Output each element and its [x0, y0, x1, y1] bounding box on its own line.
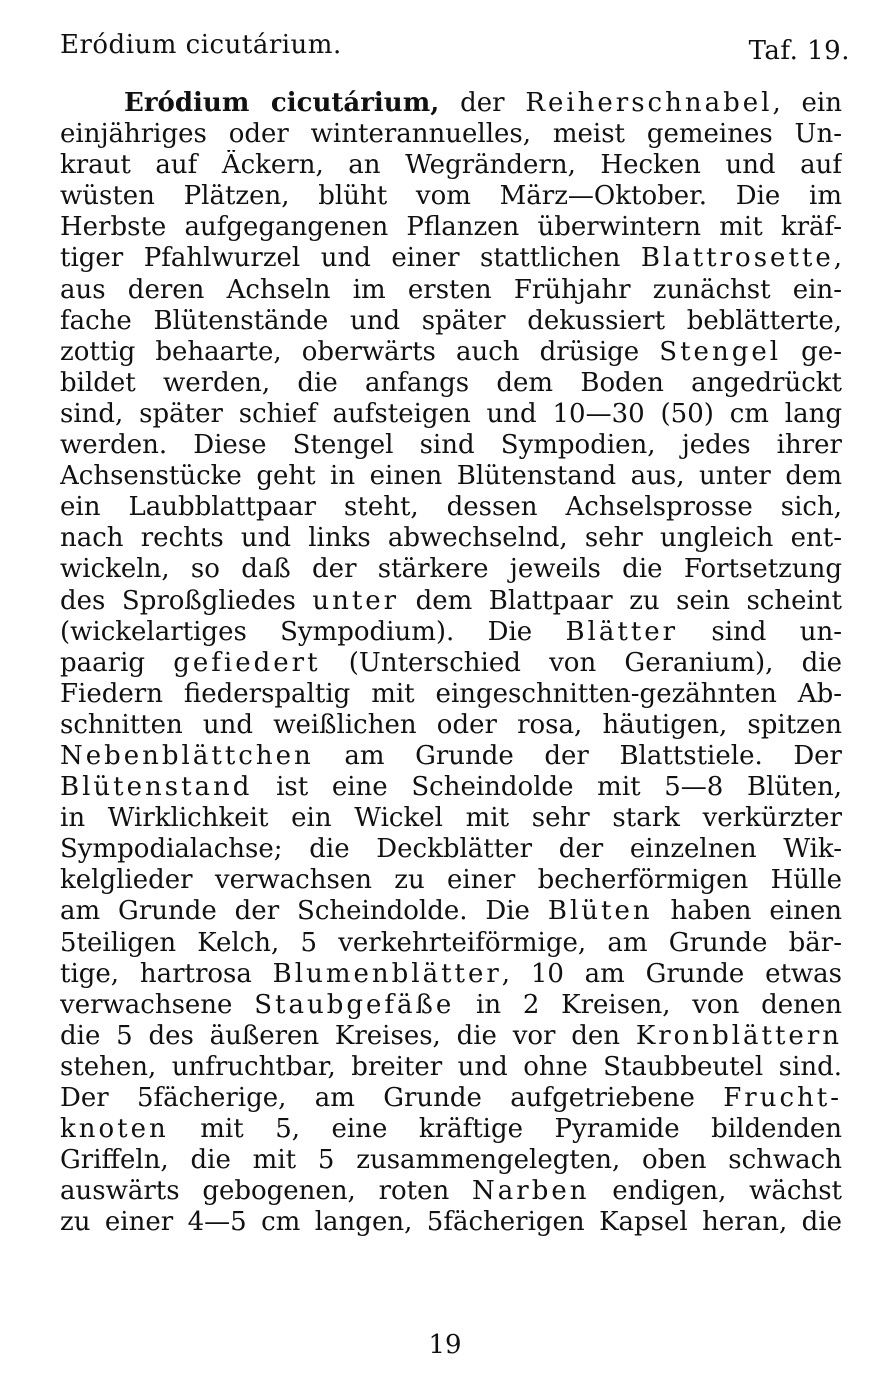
text-run: (wickelartiges Sympodium). Die — [60, 616, 566, 647]
text-line — [60, 492, 842, 523]
text-run: in 2 Kreisen, von denen — [454, 989, 842, 1020]
text-run: in Wirklichkeit ein Wickel mit sehr stark verkürzter — [60, 803, 842, 834]
page-number: 19 — [428, 1330, 462, 1360]
text-run: Griffeln, die mit 5 zusammengelegten, oben schwach — [60, 1145, 842, 1176]
text-run: endigen, wächst — [589, 1176, 842, 1207]
text-run: mit 5, eine kräftige Pyramide bildenden — [168, 1114, 842, 1145]
text-line — [60, 1114, 842, 1145]
text-run: die 5 des äußeren Kreises, die vor den — [60, 1020, 636, 1051]
spaced-term: Blattrosette — [640, 243, 834, 274]
text-line — [60, 1207, 842, 1238]
spaced-term: unter — [312, 585, 400, 616]
text-run: wickeln, so daß der stärkere jeweils die Fortsetzung — [60, 554, 842, 585]
text-run: fache Blütenstände und später dekussiert beblätterte, — [60, 305, 842, 336]
text-line — [60, 554, 842, 585]
spaced-term: Nebenblättchen — [60, 740, 314, 771]
text-line — [60, 1021, 842, 1052]
text-line — [60, 1176, 842, 1207]
text-line — [60, 119, 842, 150]
text-line — [60, 306, 842, 337]
spaced-term: Kronblättern — [635, 1020, 842, 1051]
text-run: nach rechts und links abwechselnd, sehr ungleich ent- — [60, 523, 842, 554]
text-line — [60, 1083, 842, 1114]
text-line — [60, 181, 842, 212]
text-line — [60, 990, 842, 1021]
spaced-term: Blütenstand — [60, 772, 253, 803]
spaced-term: Frucht- — [723, 1083, 842, 1113]
text-run: haben einen — [652, 896, 842, 927]
text-run: , — [833, 243, 842, 274]
plate-number: Taf. 19. — [748, 36, 850, 66]
text-run: werden. Diese Stengel sind Sympodien, jedes ihrer — [60, 430, 842, 461]
text-line — [60, 959, 842, 990]
text-line — [60, 1052, 842, 1083]
text-run: kelglieder verwachsen zu einer becherförmigen Hülle — [60, 865, 842, 896]
text-run: stehen, unfruchtbar, breiter und ohne Staubbeutel sind. — [60, 1051, 842, 1082]
text-run: , ein — [772, 88, 842, 118]
lemma-heading: Eródium cicutárium, — [124, 88, 440, 118]
spaced-term: Stengel — [659, 336, 782, 367]
text-run: paarig — [60, 647, 174, 678]
text-line — [60, 150, 842, 181]
text-line — [60, 461, 842, 492]
text-run: Sympodialachse; die Deckblätter der einzelnen Wik- — [60, 834, 842, 865]
text-line — [60, 523, 842, 554]
spaced-term: gefiedert — [173, 647, 321, 678]
text-line — [60, 617, 842, 648]
text-run: wüsten Plätzen, blüht vom März—Oktober. Die im — [60, 181, 842, 212]
text-line — [60, 803, 842, 834]
text-run: zu einer 4—5 cm langen, 5fächerigen Kapsel heran, die — [60, 1207, 842, 1238]
text-line — [60, 430, 842, 461]
text-run: Fiedern fiederspaltig mit eingeschnitten-gezähnten Ab- — [60, 678, 842, 709]
text-line — [60, 1145, 842, 1176]
text-line — [60, 212, 842, 243]
text-run: , 10 am Grunde etwas — [501, 958, 842, 989]
text-line — [60, 648, 842, 679]
text-line — [60, 275, 842, 306]
text-run: dem Blattpaar zu sein scheint — [399, 585, 842, 616]
text-run: ein Laubblattpaar steht, dessen Achselsprosse sich, — [60, 492, 842, 523]
text-run: ge- — [781, 336, 842, 367]
spaced-term: Blüten — [547, 896, 653, 927]
text-line — [60, 399, 842, 430]
spaced-term: Reiherschnabel — [525, 88, 773, 118]
text-run: kraut auf Äckern, an Wegrändern, Hecken und auf — [60, 150, 842, 181]
text-line — [60, 896, 842, 927]
text-run: sind un- — [678, 616, 842, 647]
text-line — [60, 368, 842, 399]
text-run: aus deren Achseln im ersten Frühjahr zunächst ein- — [60, 274, 842, 305]
text-line — [60, 741, 842, 772]
spaced-term: Staubgefäße — [254, 989, 455, 1020]
text-run: (Unterschied von Geranium), die — [320, 647, 842, 678]
text-line — [60, 88, 842, 119]
text-run: sind, später schief aufsteigen und 10—30 (50) cm lang — [60, 398, 842, 429]
text-line — [60, 337, 842, 368]
text-run: verwachsene — [60, 989, 255, 1020]
text-run: Achsenstücke geht in einen Blütenstand aus, unter dem — [60, 461, 842, 492]
text-run: ist eine Scheindolde mit 5—8 Blüten, — [252, 772, 842, 803]
spaced-term: Blumenblätter — [272, 958, 502, 989]
text-line — [60, 865, 842, 896]
text-run: am Grunde der Scheindolde. Die — [60, 896, 548, 927]
text-line — [60, 772, 842, 803]
text-run: tiger Pfahlwurzel und einer stattlichen — [60, 243, 641, 274]
text-line — [60, 834, 842, 865]
body-text — [60, 88, 842, 1238]
text-run: tige, hartrosa — [60, 958, 273, 989]
text-run: des Sproßgliedes — [60, 585, 313, 616]
running-head — [60, 30, 850, 70]
text-run: zottig behaarte, oberwärts auch drüsige — [60, 336, 660, 367]
text-run: der — [439, 88, 526, 118]
spaced-term: knoten — [60, 1114, 169, 1145]
running-head-title: Eródium cicutárium. — [60, 30, 342, 60]
spaced-term: Blätter — [565, 616, 679, 647]
text-run: bildet werden, die anfangs dem Boden angedrückt — [60, 367, 842, 398]
text-run: 5teiligen Kelch, 5 verkehrteiförmige, am Grunde bär- — [60, 927, 842, 958]
text-line — [60, 586, 842, 617]
text-line — [60, 243, 842, 274]
text-run: auswärts gebogenen, roten — [60, 1176, 473, 1207]
text-line — [60, 710, 842, 741]
text-run: am Grunde der Blattstiele. Der — [313, 740, 842, 771]
spaced-term: Narben — [472, 1176, 590, 1207]
text-line — [60, 679, 842, 710]
text-run: Herbste aufgegangenen Pflanzen überwintern mit kräf- — [60, 212, 842, 243]
text-run: Der 5fächerige, am Grunde aufgetriebene — [60, 1083, 724, 1113]
text-run: einjähriges oder winterannuelles, meist gemeines Un- — [60, 119, 842, 150]
text-line — [60, 928, 842, 959]
text-run: schnitten und weißlichen oder rosa, häutigen, spitzen — [60, 709, 842, 740]
